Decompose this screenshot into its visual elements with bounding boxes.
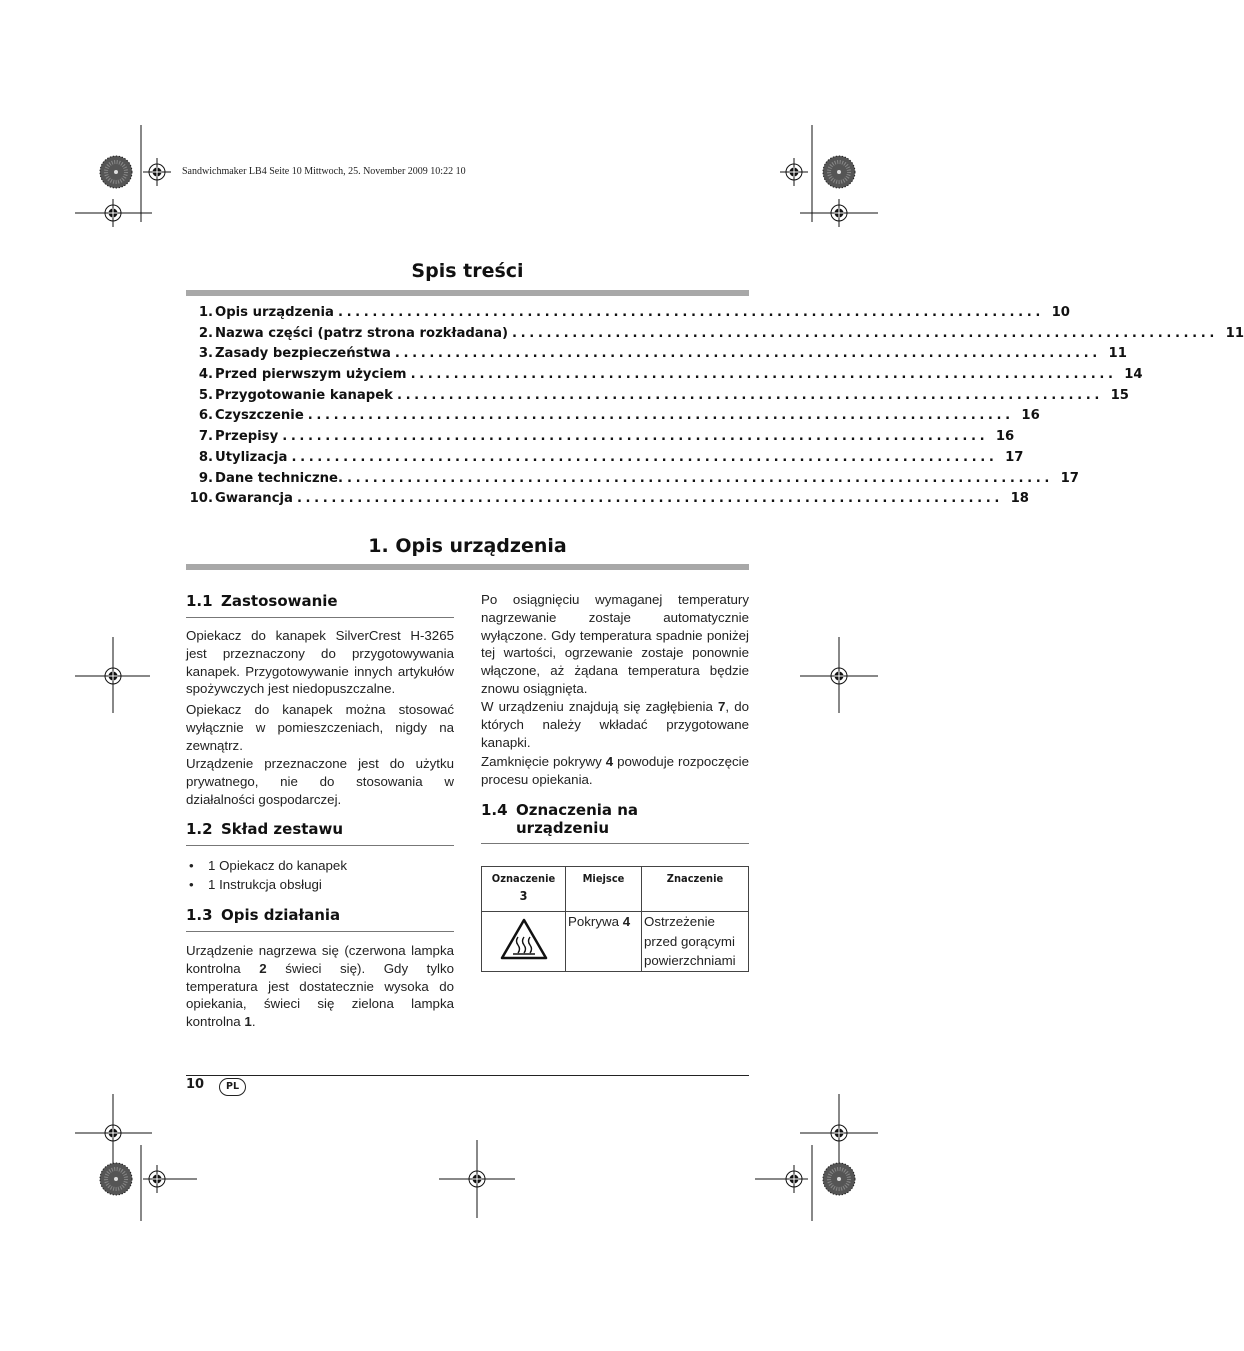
section-heading-1-2	[186, 820, 343, 838]
paragraph: Zamknięcie pokrywy 4 powoduje rozpoczęcie procesu opiekania.	[481, 754, 749, 787]
section-heading-1-1	[186, 592, 338, 610]
toc-item-page: 16	[1021, 408, 1040, 424]
section-number: 1.2	[186, 820, 213, 838]
list-item: • 1 Instrukcja obsługi	[186, 876, 347, 895]
section-rule	[186, 931, 454, 932]
toc-item-number: 2.	[198, 325, 213, 341]
page-number: 10	[186, 1077, 205, 1092]
table-of-contents	[186, 305, 1244, 512]
toc-item[interactable]	[186, 346, 1127, 367]
toc-item-title: Nazwa części (patrz strona rozkładana)	[215, 325, 508, 341]
toc-item[interactable]	[186, 491, 1029, 512]
toc-leader-dots: ..................................................................................	[410, 367, 1117, 383]
section-rule	[186, 845, 454, 846]
toc-item-title: Gwarancja	[215, 491, 293, 507]
toc-item-page: 16	[995, 429, 1015, 445]
toc-leader-dots: ..................................................................................	[296, 491, 1003, 507]
toc-item-title: Opis urządzenia	[215, 305, 334, 320]
toc-item[interactable]	[186, 367, 1143, 388]
toc-item-number: 9.	[198, 470, 213, 486]
paragraph: Po osiągnięciu wymaganej temperatury nagrzewanie zostaje automatycznie wyłączone. Gdy temperatura spadnie poniżej tej wartości, ogrzewanie zostaje ponownie włączone, aż żądana temperatura będzie znowu osiągnięta.	[481, 592, 749, 696]
toc-item-page: 15	[1110, 387, 1129, 403]
table-header-row	[482, 867, 749, 912]
paragraph: Opiekacz do kanapek można stosować wyłącznie w pomieszczeniach, nigdy na zewnątrz.	[186, 702, 454, 753]
section-number: 1.1	[186, 592, 213, 610]
toc-item-page: 18	[1010, 491, 1029, 507]
table-cell-place: Pokrywa 4	[566, 912, 642, 972]
toc-item-page: 17	[1005, 449, 1024, 465]
toc-item-title: Utylizacja	[215, 449, 288, 465]
toc-leader-dots: ..................................................................................	[394, 346, 1101, 362]
toc-item-number: 8.	[198, 449, 213, 465]
section-heading-1-4	[481, 801, 638, 837]
toc-leader-dots: ..................................................................................	[282, 429, 989, 445]
hot-surface-warning-icon	[500, 917, 548, 961]
table-header: Miejsce	[566, 867, 642, 912]
toc-leader-dots: ..................................................................................	[337, 305, 1044, 320]
toc-item-number: 4.	[198, 367, 213, 383]
toc-item-number: 5.	[198, 387, 213, 403]
toc-item[interactable]	[186, 449, 1024, 471]
footer-rule	[186, 1075, 749, 1076]
toc-item-title: Przed pierwszym użyciem	[215, 367, 407, 383]
toc-item-page: 17	[1060, 470, 1079, 486]
list-item: • 1 Opiekacz do kanapek	[186, 857, 347, 876]
chapter-title: 1. Opis urządzenia	[368, 535, 567, 557]
toc-item-number: 10.	[189, 491, 213, 507]
toc-item-page: 11	[1108, 346, 1127, 362]
paragraph: Urządzenie przeznaczone jest do użytku prywatnego, nie do stosowania w działalności gospodarczej.	[186, 756, 454, 807]
section-heading-1-3	[186, 906, 340, 924]
section-title: urządzeniu	[516, 819, 610, 837]
toc-item-title: Przygotowanie kanapek	[215, 387, 393, 403]
toc-item-title: Przepisy	[215, 429, 279, 445]
section-rule	[186, 617, 454, 618]
toc-item[interactable]	[186, 325, 1244, 347]
section-title: Skład zestawu	[221, 820, 344, 838]
toc-item-title: Czyszczenie	[215, 408, 304, 424]
paragraph: Urządzenie nagrzewa się (czerwona lampka kontrolna 2 świeci się). Gdy tylko temperatura jest dostatecznie wysoka do opiekania, świeci się zielona lampka kontrolna 1.	[186, 943, 455, 1030]
toc-item-title: Zasady bezpieczeństwa	[215, 346, 391, 362]
table-cell-meaning: Ostrzeżenie przed gorącymi powierzchniami	[642, 912, 749, 972]
table-header: Znaczenie	[642, 867, 749, 912]
section-number: 1.3	[186, 906, 213, 924]
toc-title-bar	[186, 290, 749, 296]
toc-item-title: Dane techniczne.	[215, 470, 343, 486]
toc-item[interactable]	[186, 408, 1040, 429]
table-header: Oznaczenie 3	[482, 867, 566, 912]
section-rule	[481, 843, 749, 844]
section-title: Zastosowanie	[221, 592, 338, 610]
toc-item-page: 11	[1225, 325, 1244, 341]
toc-item[interactable]	[186, 305, 1070, 326]
toc-item-number: 1.	[198, 305, 213, 320]
toc-item[interactable]	[186, 470, 1079, 492]
toc-item-number: 3.	[198, 346, 213, 362]
chapter-title-bar	[186, 564, 749, 570]
toc-leader-dots: ..................................................................................	[512, 325, 1218, 341]
toc-item[interactable]	[186, 387, 1129, 409]
section-number: 1.4	[481, 801, 508, 819]
table-row	[482, 912, 749, 972]
toc-item-page: 14	[1124, 367, 1143, 383]
toc-item-page: 10	[1051, 305, 1070, 320]
toc-item-number: 6.	[198, 408, 213, 424]
toc-leader-dots: ..................................................................................	[396, 387, 1103, 403]
toc-leader-dots: ..................................................................................	[346, 470, 1053, 486]
paragraph: Opiekacz do kanapek SilverCrest H-3265 jest przeznaczony do przygotowywania kanapek. Przygotowywanie innych artykułów spożywczych jest niedopuszczalne.	[186, 628, 454, 697]
toc-item[interactable]	[186, 429, 1015, 450]
toc-leader-dots: ..................................................................................	[291, 449, 998, 465]
print-header: Sandwichmaker LB4 Seite 10 Mittwoch, 25. November 2009 10:22 10	[182, 166, 466, 177]
toc-item-number: 7.	[198, 429, 213, 445]
toc-title: Spis treści	[411, 260, 524, 282]
table-cell-symbol	[482, 912, 566, 972]
toc-leader-dots: ..................................................................................	[307, 408, 1014, 424]
section-title: Opis działania	[221, 906, 341, 924]
contents-list	[186, 857, 347, 894]
symbols-table	[481, 866, 749, 972]
language-badge: PL	[219, 1078, 246, 1096]
section-title: Oznaczenia na	[516, 801, 639, 819]
paragraph: W urządzeniu znajdują się zagłębienia 7, do których należy wkładać przygotowane kanapki.	[481, 699, 749, 750]
